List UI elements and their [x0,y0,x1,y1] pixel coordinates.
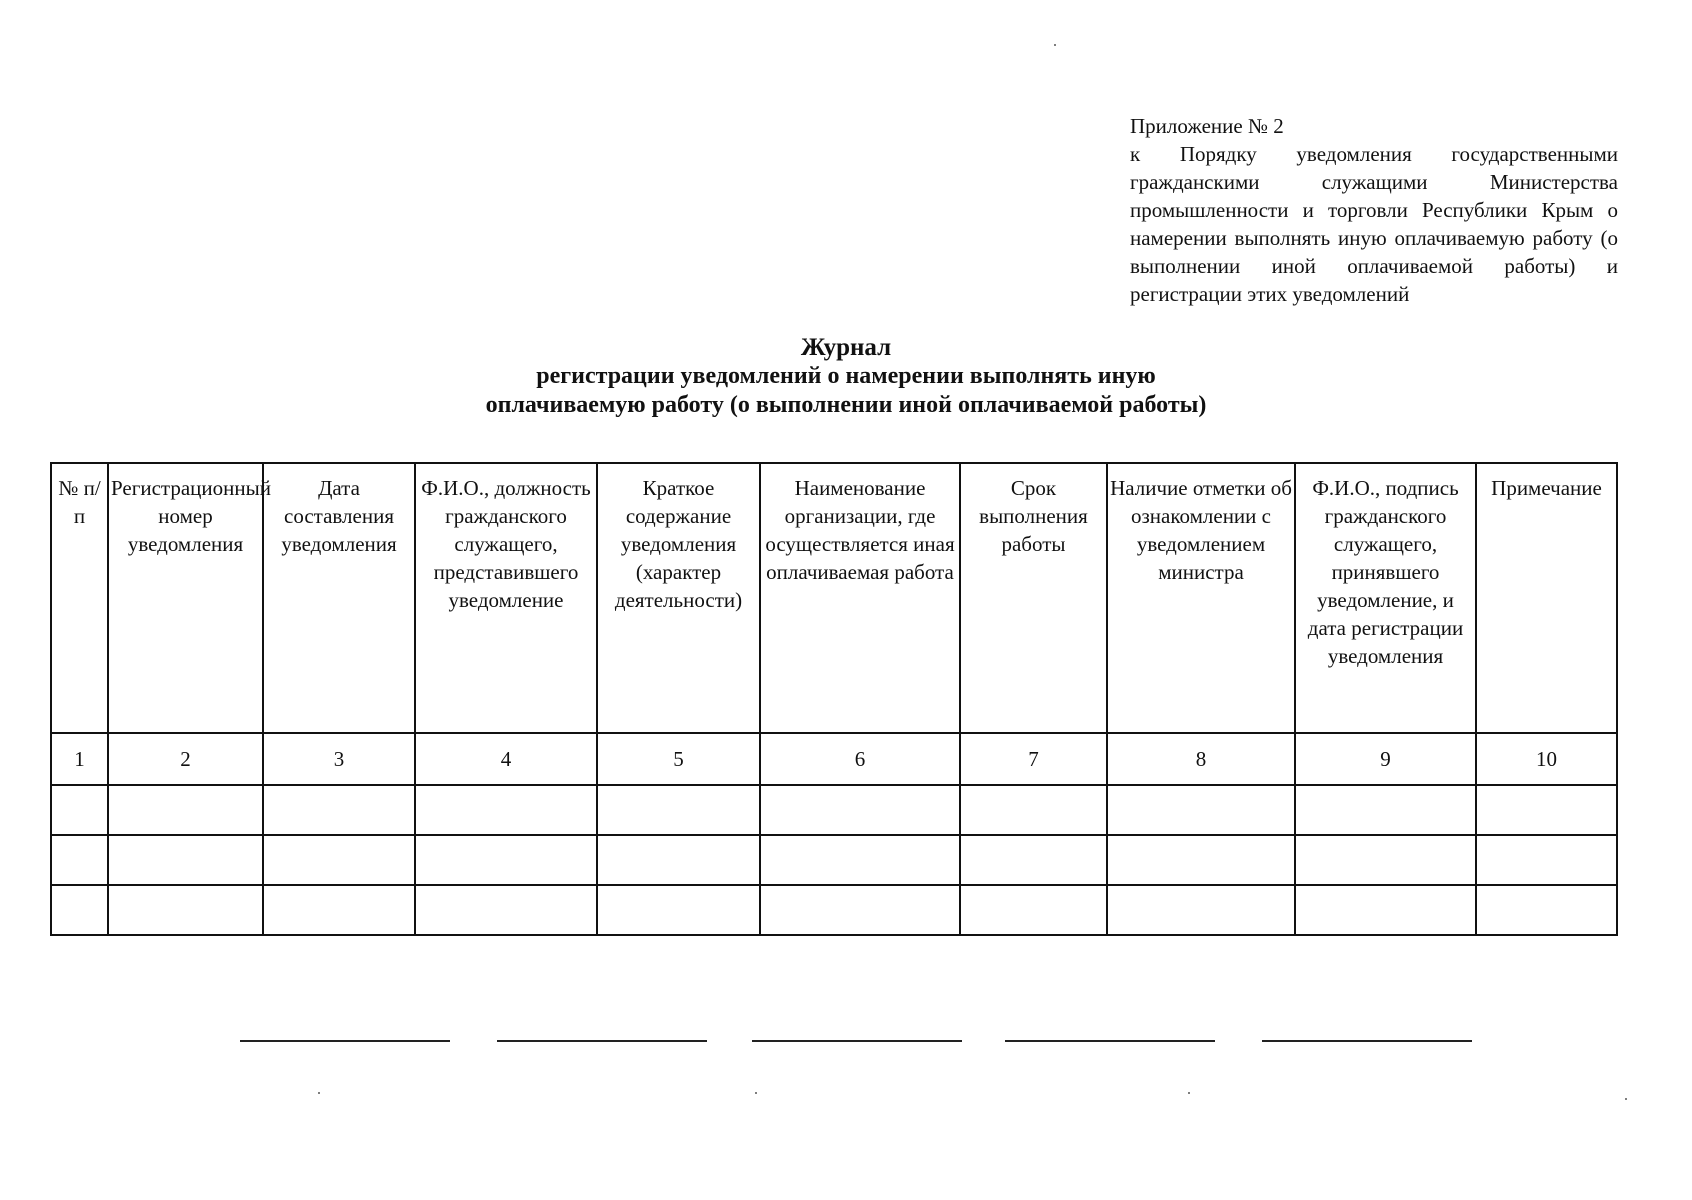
table-cell [263,785,415,835]
signature-line [1262,1040,1472,1042]
header-cell: Срок выполнения работы [960,463,1107,733]
table-cell [108,785,263,835]
signature-line [497,1040,707,1042]
column-number-cell: 7 [960,733,1107,785]
table-cell [415,885,597,935]
table-cell [760,785,960,835]
empty-rows-body [51,785,1617,935]
table-cell [760,885,960,935]
table-cell [263,835,415,885]
table-cell [51,835,108,885]
appendix-block [1130,112,1618,308]
table-cell [1107,885,1295,935]
table-cell [415,835,597,885]
header-cell: Наличие отметки об ознакомлении с уведомлением министра [1107,463,1295,733]
header-cell: Дата составления уведомления [263,463,415,733]
header-cell: Примечание [1476,463,1617,733]
column-number-cell: 9 [1295,733,1476,785]
table-cell [415,785,597,835]
table-cell [1107,785,1295,835]
table-cell [1476,885,1617,935]
column-number-cell: 1 [51,733,108,785]
header-cell: Ф.И.О., подпись гражданского служащего, принявшего уведомление, и дата регистрации уведомления [1295,463,1476,733]
table-cell [263,885,415,935]
table-cell [1295,835,1476,885]
registration-journal-table [50,462,1618,936]
column-number-cell: 3 [263,733,415,785]
appendix-title: Приложение № 2 [1130,114,1284,138]
table-cell [108,835,263,885]
journal-subtitle-line-2: оплачиваемую работу (о выполнении иной оплачиваемой работы) [485,392,1207,418]
table-cell [1107,835,1295,885]
journal-title: Журнал [800,334,892,361]
column-number-cell: 8 [1107,733,1295,785]
table-cell [108,885,263,935]
scan-speck [755,1092,757,1094]
table-cell [960,785,1107,835]
scan-speck [1625,1098,1627,1100]
appendix-text: к Порядку уведомления государственными гражданскими служащими Министерства промышленности и торговли Республики Крым о намерении выполнять иную оплачиваемую работу (о выполнении иной оплачиваемой работы) и регистрации этих уведомлений [1130,142,1618,306]
table-cell [597,835,760,885]
signature-line [752,1040,962,1042]
table-cell [1476,835,1617,885]
table-cell [960,835,1107,885]
header-cell: Наименование организации, где осуществляется иная оплачиваемая работа [760,463,960,733]
scan-speck [318,1092,320,1094]
column-number-cell: 5 [597,733,760,785]
column-number-cell: 10 [1476,733,1617,785]
table-header-row [51,463,1617,733]
header-cell: Краткое содержание уведомления (характер деятельности) [597,463,760,733]
table-cell [760,835,960,885]
table-row [51,785,1617,835]
table-cell [597,885,760,935]
column-number-row [51,733,1617,785]
scan-speck [1188,1092,1190,1094]
header-cell: Ф.И.О., должность гражданского служащего, представившего уведомление [415,463,597,733]
table-row [51,885,1617,935]
signature-line [240,1040,450,1042]
table-cell [51,885,108,935]
header-cell: № п/п [51,463,108,733]
table-cell [51,785,108,835]
journal-heading [0,333,1692,420]
table-row [51,835,1617,885]
header-cell: Регистрационный номер уведомления [108,463,263,733]
table-cell [1295,885,1476,935]
table-cell [1476,785,1617,835]
table-cell [960,885,1107,935]
signature-line [1005,1040,1215,1042]
column-number-cell: 6 [760,733,960,785]
table-cell [1295,785,1476,835]
table-cell [597,785,760,835]
column-number-cell: 4 [415,733,597,785]
column-number-cell: 2 [108,733,263,785]
scan-speck [1054,44,1056,46]
journal-subtitle-line-1: регистрации уведомлений о намерении выполнять иную [536,363,1156,389]
